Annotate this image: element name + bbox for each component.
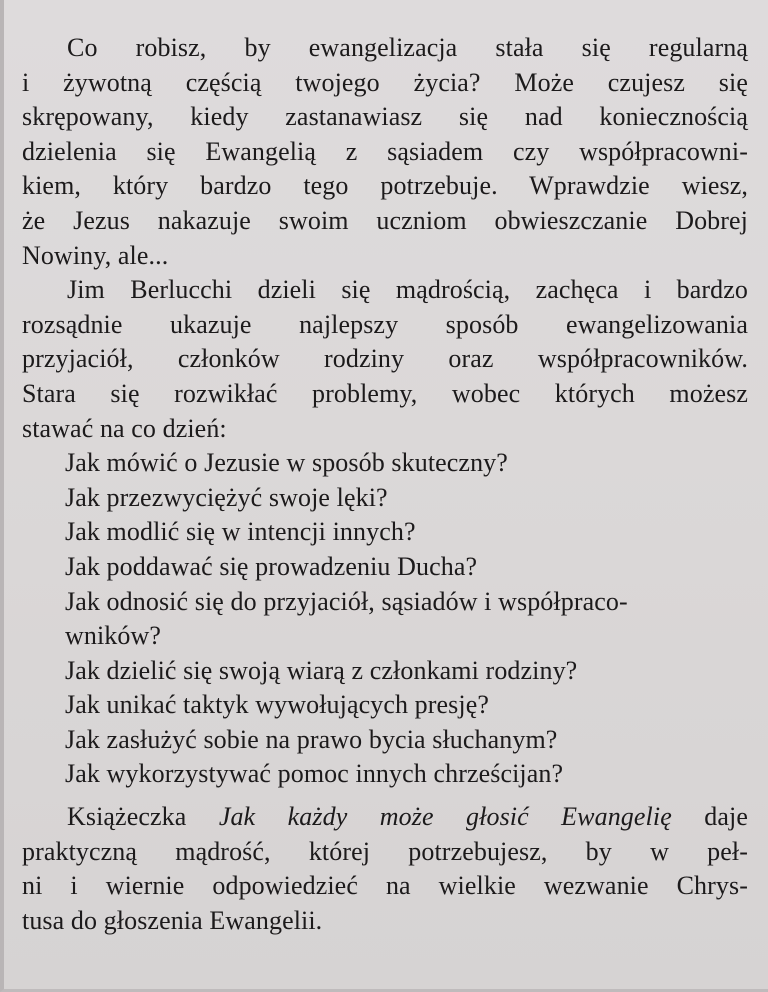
question-item: Jak poddawać się prowadzeniu Ducha? — [65, 551, 478, 581]
question-item: Jak dzielić się swoją wiarą z członkami rodziny? — [65, 655, 578, 685]
book-title: Jak każdy może głosić Ewangelię — [218, 802, 672, 832]
question-item-continued: wników? — [65, 621, 162, 651]
question-list — [22, 446, 748, 792]
paragraph-author — [22, 273, 748, 446]
question-item: Jak odnosić się do przyjaciół, sąsiadów i współpraco- — [65, 586, 628, 616]
text-line: skrępowany, kiedy zastanawiasz się nad koniecznością — [22, 102, 748, 132]
text-line: przyjaciół, członków rodziny oraz współpracowników. — [22, 344, 748, 374]
text-line: stawać na co dzień: — [22, 413, 227, 443]
question-item: Jak mówić o Jezusie w sposób skuteczny? — [65, 448, 508, 478]
description-text — [22, 31, 748, 938]
text-line: Stara się rozwikłać problemy, wobec których możesz — [22, 378, 748, 408]
text-line: ni i wiernie odpowiedzieć na wielkie wezwanie Chrys- — [22, 871, 748, 901]
text-line: Co robisz, by ewangelizacja stała się regularną — [67, 33, 748, 62]
closing-tail: daje — [704, 802, 749, 832]
paragraph-closing — [22, 800, 748, 938]
text-line: rozsądnie ukazuje najlepszy sposób ewangelizowania — [22, 309, 748, 339]
text-line: tusa do głoszenia Ewangelii. — [22, 905, 323, 935]
question-item: Jak unikać taktyk wywołujących presję? — [65, 690, 489, 720]
text-line: dzielenia się Ewangelią z sąsiadem czy współpracowni- — [22, 136, 748, 166]
text-line: Nowiny, ale... — [22, 240, 169, 270]
question-item: Jak modlić się w intencji innych? — [65, 517, 416, 547]
closing-lead: Książeczka — [67, 802, 187, 832]
question-item: Jak zasłużyć sobie na prawo bycia słuchanym? — [65, 724, 558, 754]
text-line — [22, 800, 748, 835]
text-line: że Jezus nakazuje swoim uczniom obwieszczanie Dobrej — [22, 205, 748, 235]
text-line: Jim Berlucchi dzieli się mądrością, zachęca i bardzo — [67, 275, 748, 305]
question-item: Jak przezwyciężyć swoje lęki? — [65, 482, 388, 512]
text-line: kiem, który bardzo tego potrzebuje. Wprawdzie wiesz, — [22, 171, 748, 201]
text-line: praktyczną mądrość, której potrzebujesz, by w peł- — [22, 836, 748, 866]
paragraph-intro — [22, 31, 748, 273]
text-line: i żywotną częścią twojego życia? Może czujesz się — [22, 67, 748, 97]
question-item: Jak wykorzystywać pomoc innych chrześcijan? — [65, 759, 564, 789]
